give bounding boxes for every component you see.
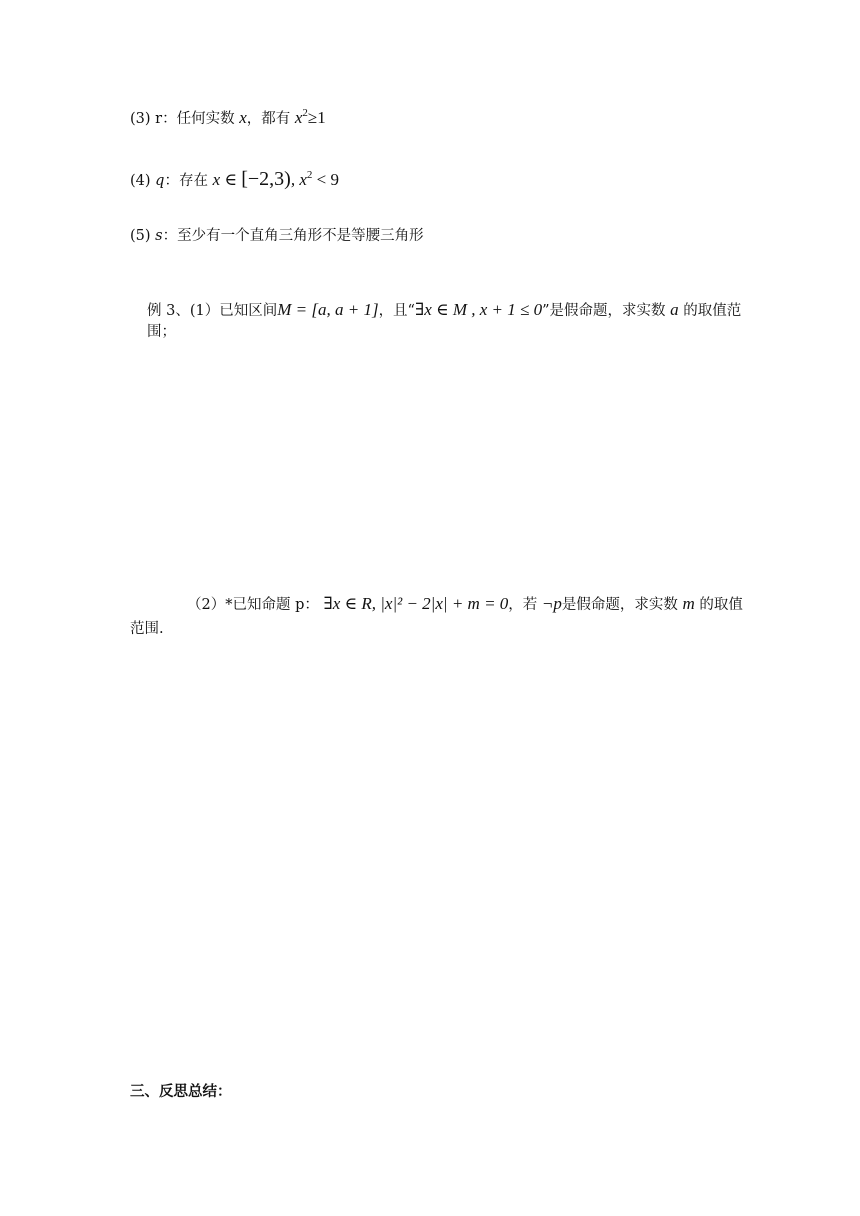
example-3-part-2-line-1 [187, 592, 743, 616]
item-4-expr-a: x ∈ [212, 170, 242, 189]
item-4-text: 存在 [178, 173, 208, 189]
item-4-interval: [−2,3) [241, 168, 291, 190]
example-3-part-2-line-2 [130, 619, 164, 639]
item-3-var: x [239, 108, 247, 127]
item-5-name: s [155, 228, 163, 244]
item-4-label: (4) [130, 173, 151, 189]
item-3 [130, 106, 326, 130]
item-4-colon: ： [164, 173, 179, 189]
example-3-part-2-var-m: m [682, 594, 695, 613]
section-3-title-text: 三、反思总结： [130, 1084, 232, 1100]
example-3-part-2-math: ∃x ∈ R, |x|² − 2|x| + m = 0 [323, 594, 509, 613]
item-4-exp: 2 [306, 169, 313, 181]
example-3-var-a: a [670, 300, 679, 319]
example-3-part-1-line-1 [147, 298, 741, 322]
example-3-part-2-neg-p: ¬p [541, 594, 562, 613]
example-3-part-2-suffix-a: 是假命题，求实数 [561, 597, 678, 613]
item-3-label: (3) r： [130, 111, 177, 127]
example-3-suffix-b: 的取值范 [683, 303, 742, 319]
item-3-expr: x [294, 108, 303, 127]
item-4-expr-b: , x [290, 170, 307, 189]
example-3-part-2-line-2-text: 范围. [130, 621, 164, 637]
item-5-text: ：至少有一个直角三角形不是等腰三角形 [162, 228, 424, 244]
example-3-math-interval: M = [a, a + 1] [277, 300, 379, 319]
item-5-label: (5) [130, 228, 151, 244]
item-3-rhs: ≥1 [307, 108, 326, 127]
item-5 [130, 226, 424, 246]
example-3-part-2-prefix: （2）*已知命题 p： [187, 597, 319, 613]
example-3-part-1-line-2 [147, 322, 176, 342]
section-3-title [130, 1082, 232, 1102]
example-3-part-2-suffix-b: 的取值 [699, 597, 743, 613]
item-4 [130, 165, 339, 193]
example-3-prefix: 例 3、(1）已知区间 [147, 303, 278, 319]
example-3-line-2: 围； [147, 324, 176, 340]
item-4-name: q [155, 173, 165, 189]
example-3-suffix-a: ”是假命题，求实数 [542, 303, 666, 319]
item-3-sep: ，都有 [246, 111, 291, 127]
item-4-rhs: < 9 [312, 170, 339, 189]
example-3-math-condition: ∃x ∈ M , x + 1 ≤ 0 [414, 300, 543, 319]
item-3-text: 任何实数 [176, 111, 235, 127]
item-3-exp: 2 [302, 107, 308, 119]
example-3-part-2-mid: ，若 [508, 597, 538, 613]
example-3-mid: ，且“ [378, 303, 415, 319]
